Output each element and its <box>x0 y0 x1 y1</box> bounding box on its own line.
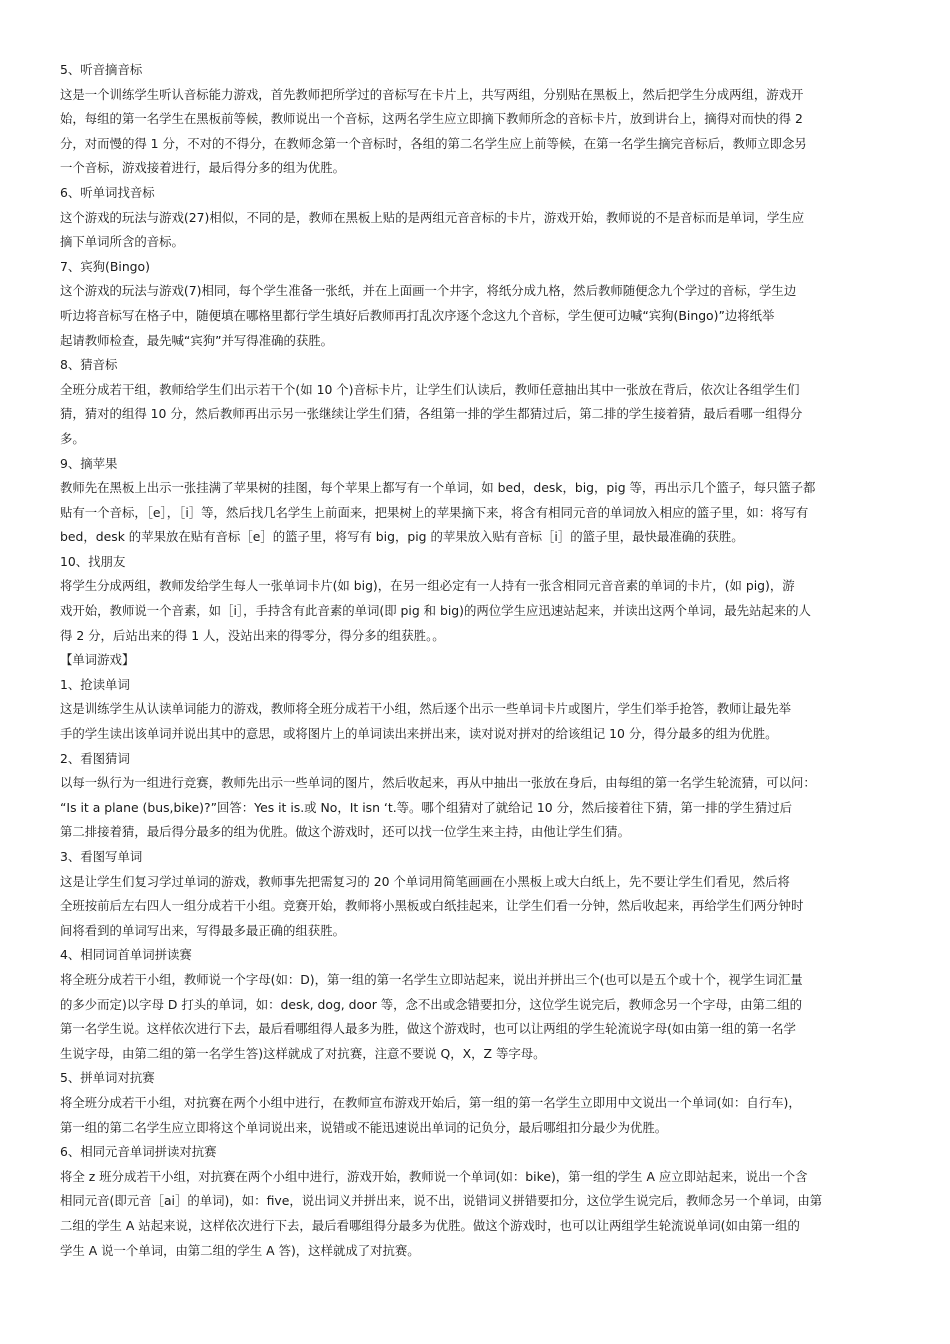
text-line: 第一名学生说。这样依次进行下去，最后看哪组得人最多为胜，做这个游戏时，也可以让两组的学生轮流说字母(如由第一组的第一名学 <box>60 1021 796 1037</box>
text-line: 将学生分成两组，教师发给学生每人一张单词卡片(如 big)，在另一组必定有一人持有一张含相同元音音素的单词的卡片，(如 pig)，游 <box>60 578 795 594</box>
text-line: bed，desk 的苹果放在贴有音标［e］的篮子里，将写有 big，pig 的苹果放入贴有音标［i］的篮子里，最快最准确的获胜。 <box>60 529 744 545</box>
text-line: 始，每组的第一名学生在黑板前等候，教师说出一个音标，这两名学生应立即摘下教师所念的音标卡片，放到讲台上，摘得对而快的得 2 <box>60 111 803 127</box>
text-line: 全班分成若干组，教师给学生们出示若干个(如 10 个)音标卡片，让学生们认读后，教师任意抽出其中一张放在背后，依次让各组学生们 <box>60 381 800 397</box>
text-line: 5、听音摘音标 <box>60 62 143 77</box>
text-line: “Is it a plane (bus,bike)?”回答：Yes it is.或 No，It isn ‘t.等。哪个组猜对了就给记 10 分，然后接着往下猜，第一排的学生猜过后 <box>60 799 792 815</box>
text-line: 9、摘苹果 <box>60 455 118 471</box>
text-line: 得 2 分，后站出来的得 1 人，没站出来的得零分，得分多的组获胜。。 <box>60 627 445 643</box>
text-line: 将全班分成若干小组，对抗赛在两个小组中进行，在教师宣布游戏开始后，第一组的第一名学生立即用中文说出一个单词(如：自行车)， <box>60 1094 801 1110</box>
text-line: 第二排接着猜，最后得分最多的组为优胜。做这个游戏时，还可以找一位学生来主持，由他让学生们猜。 <box>60 824 630 840</box>
text-line: 手的学生读出该单词并说出其中的意思，或将图片上的单词读出来拼出来，读对说对拼对的给该组记 10 分，得分最多的组为优胜。 <box>60 726 778 742</box>
text-line: 6、听单词找音标 <box>60 184 155 200</box>
document-body <box>60 58 892 1263</box>
text-line: 6、相同元音单词拼读对抗赛 <box>60 1144 217 1160</box>
text-line: 8、猜音标 <box>60 357 118 373</box>
text-line: 这是训练学生从认读单词能力的游戏，教师将全班分成若干小组，然后逐个出示一些单词卡片或图片，学生们举手抢答，教师让最先举 <box>60 701 792 717</box>
text-line: 这是一个训练学生听认音标能力游戏，首先教师把所学过的音标写在卡片上，共写两组，分别贴在黑板上，然后把学生分成两组，游戏开 <box>60 86 804 102</box>
text-line: 贴有一个音标，［e］，［i］等，然后找几名学生上前面来，把果树上的苹果摘下来，将含有相同元音的单词放入相应的篮子里，如：将写有 <box>60 504 809 520</box>
text-line: 【单词游戏】 <box>60 652 135 668</box>
text-line: 教师先在黑板上出示一张挂满了苹果树的挂图，每个苹果上都写有一个单词，如 bed，desk，big，pig 等，再出示几个篮子，每只篮子都 <box>60 480 816 496</box>
text-line: 起请教师检查，最先喊“宾狗”并写得准确的获胜。 <box>60 332 334 348</box>
text-line: 的多少而定)以字母 D 打头的单词，如：desk, dog, door 等，念不出或念错要扣分，这位学生说完后，教师念另一个字母，由第二组的 <box>60 996 803 1012</box>
text-line: 1、抢读单词 <box>60 676 130 692</box>
text-line: 学生 A 说一个单词，由第二组的学生 A 答)，这样就成了对抗赛。 <box>60 1242 420 1258</box>
text-line: 5、拼单词对抗赛 <box>60 1070 155 1086</box>
text-line: 间将看到的单词写出来，写得最多最正确的组获胜。 <box>60 922 345 938</box>
text-line: 摘下单词所含的音标。 <box>60 234 184 250</box>
text-line: 全班按前后左右四人一组分成若干小组。竞赛开始，教师将小黑板或白纸挂起来，让学生们看一分钟，然后收起来，再给学生们两分钟时 <box>60 898 804 914</box>
text-line: 相同元音(即元音［ai］的单词)，如：five，说出词义并拼出来，说不出，说错词义拼错要扣分，这位学生说完后，教师念另一个单词，由第 <box>60 1193 823 1209</box>
text-line: 戏开始，教师说一个音素，如［i］，手持含有此音素的单词(即 pig 和 big)的两位学生应迅速站起来，并读出这两个单词，最先站起来的人 <box>60 603 811 619</box>
text-line: 生说字母，由第二组的第一名学生答)这样就成了对抗赛，注意不要说 Q，X，Z 等字母。 <box>60 1045 546 1061</box>
text-line: 7、宾狗(Bingo) <box>60 258 150 274</box>
text-line: 猜，猜对的组得 10 分，然后教师再出示另一张继续让学生们猜，各组第一排的学生都猜过后，第二排的学生接着猜，最后看哪一组得分 <box>60 406 803 422</box>
text-line: 将全班分成若干小组，教师说一个字母(如：D)，第一组的第一名学生立即站起来，说出并拼出三个(也可以是五个或十个，视学生词汇量 <box>60 971 803 987</box>
text-line: 以每一纵行为一组进行竞赛，教师先出示一些单词的图片，然后收起来，再从中抽出一张放在身后，由每组的第一名学生轮流猜，可以问： <box>60 775 816 791</box>
text-line: 3、看图写单词 <box>60 849 143 864</box>
text-line: 这个游戏的玩法与游戏(27)相似，不同的是，教师在黑板上贴的是两组元音音标的卡片，游戏开始，教师说的不是音标而是单词，学生应 <box>60 209 805 225</box>
text-line: 分，对而慢的得 1 分，不对的不得分，在教师念第一个音标时，各组的第二名学生应上前等候，在第一名学生摘完音标后，教师立即念另 <box>60 135 807 151</box>
text-line: 第一组的第二名学生应立即将这个单词说出来，说错或不能迅速说出单词的记负分，最后哪组扣分最少为优胜。 <box>60 1119 668 1135</box>
text-line: 2、看图猜词 <box>60 750 130 766</box>
text-line: 多。 <box>60 430 85 446</box>
text-line: 听边将音标写在格子中，随便填在哪格里都行学生填好后教师再打乱次序逐个念这九个音标，学生便可边喊“宾狗(Bingo)”边将纸举 <box>60 307 775 323</box>
text-line: 4、相同词首单词拼读赛 <box>60 947 192 963</box>
text-line: 一个音标，游戏接着进行，最后得分多的组为优胜。 <box>60 160 345 176</box>
text-line: 这是让学生们复习学过单词的游戏，教师事先把需复习的 20 个单词用简笔画画在小黑板上或大白纸上，先不要让学生们看见，然后将 <box>60 873 790 889</box>
text-line: 二组的学生 A 站起来说，这样依次进行下去，最后看哪组得分最多为优胜。做这个游戏时，也可以让两组学生轮流说单词(如由第一组的 <box>60 1217 800 1233</box>
text-line: 这个游戏的玩法与游戏(7)相同，每个学生准备一张纸，并在上面画一个井字，将纸分成九格，然后教师随便念九个学过的音标，学生边 <box>60 283 797 299</box>
text-line: 将全 z 班分成若干小组，对抗赛在两个小组中进行，游戏开始，教师说一个单词(如：bike)，第一组的学生 A 应立即站起来，说出一个含 <box>60 1168 808 1184</box>
text-line: 10、找朋友 <box>60 553 126 569</box>
